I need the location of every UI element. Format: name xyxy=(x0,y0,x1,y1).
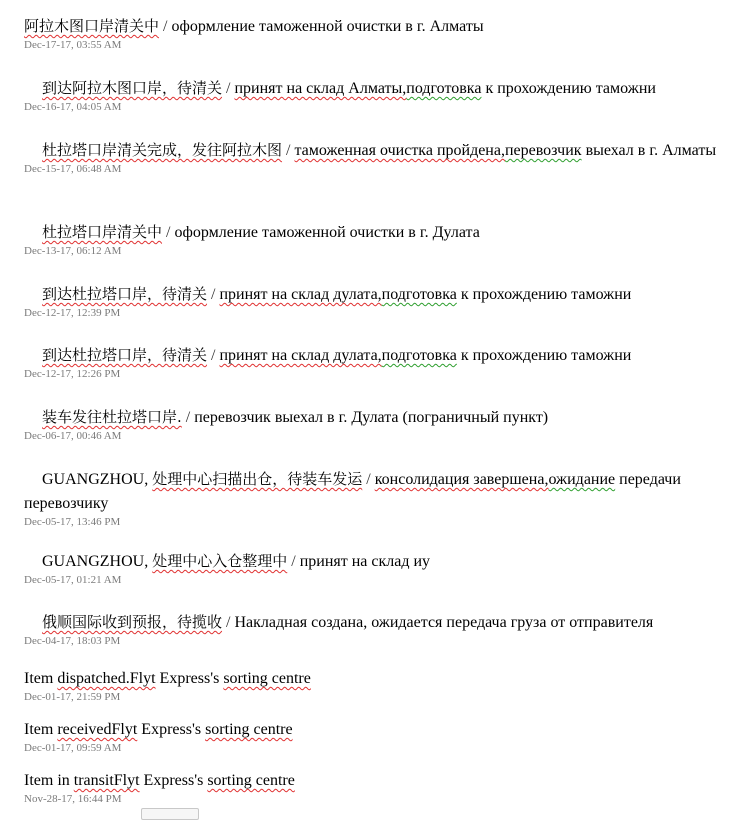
event-english-text: transitFlyt xyxy=(73,772,140,789)
event-chinese-text: 处理中心入仓整理中 xyxy=(152,552,288,570)
event-timestamp: Dec-01-17, 09:59 AM xyxy=(24,742,122,754)
event-russian-text: принят на склад дулата, xyxy=(219,347,382,364)
tracking-event xyxy=(24,667,744,691)
tracking-event xyxy=(24,138,744,163)
event-timestamp: Dec-05-17, 13:46 PM xyxy=(24,516,121,528)
event-russian-text: перевозчик xyxy=(504,142,582,159)
event-russian-text: таможенная очистка пройдена, xyxy=(294,142,505,159)
event-timestamp: Dec-12-17, 12:39 PM xyxy=(24,307,121,319)
tracking-event xyxy=(24,467,744,516)
event-english-text: Item xyxy=(24,721,58,738)
tracking-entry xyxy=(24,405,744,443)
event-chinese-text: 阿拉木图口岸清关中 xyxy=(24,17,160,35)
event-russian-text: выехал в г. Алматы xyxy=(581,142,717,159)
event-chinese-text: 到达杜拉塔口岸，待清关 xyxy=(42,346,208,364)
event-chinese-text: 到达杜拉塔口岸，待清关 xyxy=(42,285,208,303)
tracking-entry xyxy=(24,220,744,258)
event-timestamp: Dec-15-17, 06:48 AM xyxy=(24,163,122,175)
event-location: GUANGZHOU, xyxy=(42,471,153,488)
event-timestamp: Dec-01-17, 21:59 PM xyxy=(24,691,121,703)
tracking-entry xyxy=(24,14,744,52)
event-english-text: Express's xyxy=(139,772,208,789)
event-timestamp: Dec-16-17, 04:05 AM xyxy=(24,101,122,113)
event-english-text: sorting centre xyxy=(223,670,311,687)
event-english-text: Express's xyxy=(155,670,224,687)
event-russian-text: подготовка xyxy=(381,286,457,303)
event-english-text: Item in xyxy=(24,772,74,789)
event-separator: / xyxy=(366,471,371,488)
tracking-entry xyxy=(24,282,744,320)
tracking-event xyxy=(24,769,744,793)
event-timestamp: Dec-06-17, 00:46 AM xyxy=(24,430,122,442)
event-russian-text: к прохождению таможни xyxy=(481,80,656,97)
tracking-event xyxy=(24,405,744,430)
event-separator: / xyxy=(211,286,216,303)
event-separator: / xyxy=(226,80,231,97)
tracking-event xyxy=(24,220,744,245)
event-english-text: dispatched.Flyt xyxy=(57,670,156,687)
event-russian-text: передачи перевозчику xyxy=(24,471,681,512)
event-russian-text: принят на склад иу xyxy=(299,553,431,570)
event-russian-text: к прохождению таможни xyxy=(456,286,632,303)
event-chinese-text: 杜拉塔口岸清关中 xyxy=(42,223,163,241)
event-russian-text: подготовка xyxy=(381,347,457,364)
event-english-text: receivedFlyt xyxy=(57,721,138,738)
tracking-entry xyxy=(24,769,744,806)
tracking-entry xyxy=(24,718,744,755)
tracking-entry xyxy=(24,467,744,529)
event-chinese-text: 处理中心扫描出仓，待装车发运 xyxy=(152,470,363,488)
tracking-event xyxy=(24,282,744,307)
event-location: GUANGZHOU, xyxy=(42,553,153,570)
event-russian-text: принят на склад Алматы, xyxy=(234,80,407,97)
event-timestamp: Dec-13-17, 06:12 AM xyxy=(24,245,122,257)
tracking-event xyxy=(24,76,744,101)
tracking-event xyxy=(24,14,744,39)
tracking-entry xyxy=(24,549,744,587)
event-timestamp: Dec-17-17, 03:55 AM xyxy=(24,39,122,51)
event-chinese-text: 装车发往杜拉塔口岸. xyxy=(42,408,182,426)
event-russian-text: принят на склад дулата, xyxy=(219,286,382,303)
tracking-entry xyxy=(24,610,744,648)
tracking-entry xyxy=(24,667,744,704)
tracking-entry xyxy=(24,343,744,381)
tracking-event xyxy=(24,610,744,635)
event-separator: / xyxy=(166,224,171,241)
event-english-text: sorting centre xyxy=(207,772,295,789)
event-russian-text: к прохождению таможни xyxy=(456,347,632,364)
tracking-event xyxy=(24,718,744,742)
event-chinese-text: 到达阿拉木图口岸，待清关 xyxy=(42,79,223,97)
event-english-text: Express's xyxy=(137,721,206,738)
event-russian-text: оформление таможенной очистки в г. Алматы xyxy=(171,18,484,35)
tracking-event xyxy=(24,549,744,574)
event-russian-text: ожидание xyxy=(548,471,616,488)
event-russian-text: оформление таможенной очистки в г. Дулата xyxy=(174,224,480,241)
tracking-event xyxy=(24,343,744,368)
event-english-text: Item xyxy=(24,670,58,687)
event-russian-text: перевозчик выехал в г. Дулата (пограничный пункт) xyxy=(194,409,549,426)
event-timestamp: Dec-12-17, 12:26 PM xyxy=(24,368,121,380)
event-chinese-text: 俄顺国际收到预报，待揽收 xyxy=(42,613,223,631)
event-timestamp: Dec-04-17, 18:03 PM xyxy=(24,635,121,647)
paste-options-icon[interactable] xyxy=(141,808,199,820)
event-russian-text: Накладная создана, ожидается передача груза от отправителя xyxy=(234,614,654,631)
event-separator: / xyxy=(163,18,168,35)
event-separator: / xyxy=(211,347,216,364)
event-separator: / xyxy=(226,614,231,631)
event-separator: / xyxy=(286,142,291,159)
event-russian-text: консолидация завершена, xyxy=(374,471,549,488)
tracking-entry xyxy=(24,138,744,176)
event-separator: / xyxy=(291,553,296,570)
event-chinese-text: 杜拉塔口岸清关完成，发往阿拉木图 xyxy=(42,141,283,159)
tracking-entry xyxy=(24,76,744,114)
event-english-text: sorting centre xyxy=(205,721,293,738)
event-russian-text: подготовка xyxy=(406,80,482,97)
event-timestamp: Dec-05-17, 01:21 AM xyxy=(24,574,122,586)
event-separator: / xyxy=(185,409,191,426)
event-timestamp: Nov-28-17, 16:44 PM xyxy=(24,793,122,805)
